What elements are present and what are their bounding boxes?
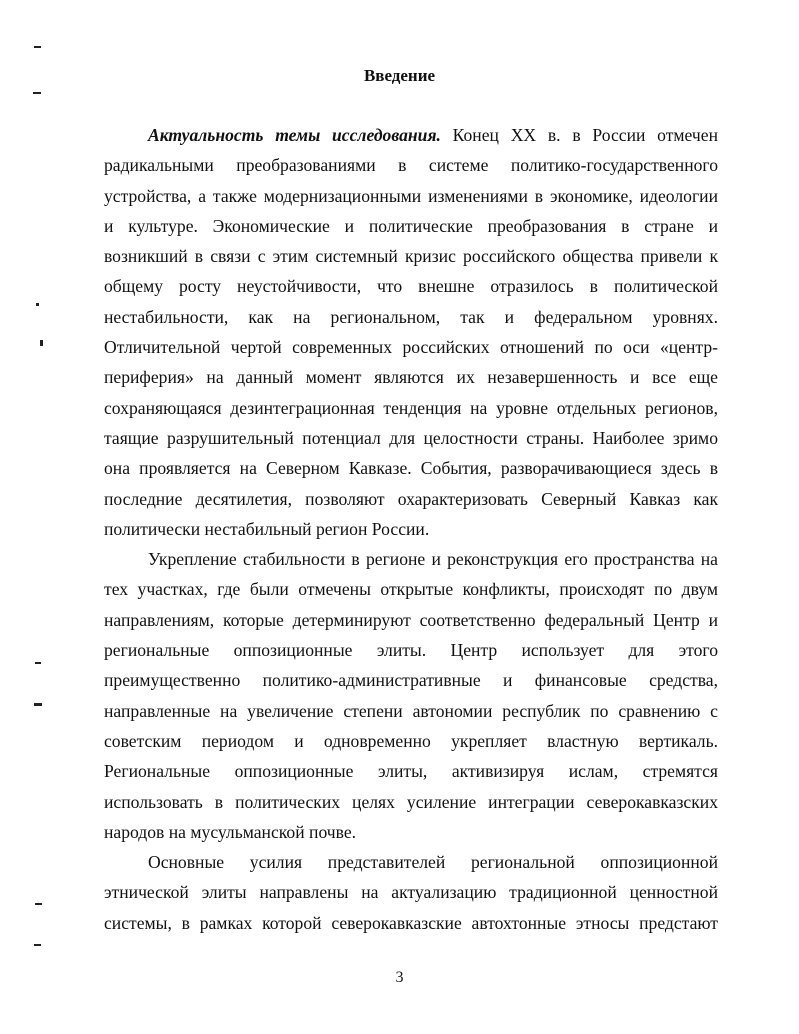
document-title: Введение bbox=[363, 66, 436, 85]
text-line: тех участках, где были отмечены открытые конфликты, происходят по двум bbox=[104, 579, 718, 600]
text-line: Региональные оппозиционные элиты, активизируя ислам, стремятся bbox=[104, 761, 718, 782]
text-fragment: Основные усилия представителей региональной оппозиционной bbox=[148, 852, 718, 873]
scan-mark bbox=[34, 46, 41, 48]
scan-mark bbox=[35, 662, 41, 664]
text-line: Отличительной чертой современных российских отношений по оси «центр- bbox=[104, 337, 718, 358]
text-line: использовать в политических целях усиление интеграции северокавказских bbox=[104, 791, 718, 812]
text-line: общему росту неустойчивости, что внешне отразилось в политической bbox=[104, 276, 718, 297]
text-line: и культуре. Экономические и политические преобразования в стране и bbox=[104, 215, 718, 236]
text-line: направлениям, которые детерминируют соответственно федеральный Центр и bbox=[104, 609, 718, 630]
text-line: последние десятилетия, позволяют охарактеризовать Северный Кавказ как bbox=[104, 488, 718, 509]
scan-mark bbox=[40, 340, 43, 346]
text-line: преимущественно политико-административные и финансовые средства, bbox=[104, 670, 718, 691]
text-line: этнической элиты направлены на актуализацию традиционной ценностной bbox=[104, 882, 718, 903]
text-line bbox=[104, 120, 718, 150]
scan-mark bbox=[33, 92, 41, 94]
scan-mark bbox=[34, 944, 41, 946]
text-line: народов на мусульманской почве. bbox=[104, 821, 357, 842]
text-line: региональные оппозиционные элиты. Центр использует для этого bbox=[104, 640, 718, 661]
text-line: периферия» на данный момент являются их незавершенность и все еще bbox=[104, 367, 718, 388]
body-text bbox=[104, 120, 718, 938]
text-line bbox=[104, 544, 718, 574]
text-line: устройства, а также модернизационными изменениями в экономике, идеологии bbox=[104, 185, 718, 206]
page-number: 3 bbox=[395, 969, 404, 986]
scan-mark bbox=[35, 903, 42, 905]
text-line: системы, в рамках которой северокавказские автохтонные этносы предстают bbox=[104, 912, 718, 933]
text-line: нестабильности, как на региональном, так и федеральном уровнях. bbox=[104, 306, 718, 327]
text-line: сохраняющаяся дезинтеграционная тенденция на уровне отдельных регионов, bbox=[104, 397, 718, 418]
text-line: она проявляется на Северном Кавказе. События, разворачивающиеся здесь в bbox=[104, 458, 718, 479]
text-line: советским периодом и одновременно укрепляет властную вертикаль. bbox=[104, 730, 718, 751]
section-lead: Актуальность темы исследования. bbox=[148, 125, 441, 145]
text-fragment: Конец XX в. в России отмечен bbox=[440, 125, 718, 145]
scan-mark bbox=[34, 703, 42, 706]
text-line: возникший в связи с этим системный кризис российского общества привели к bbox=[104, 246, 718, 267]
scan-mark bbox=[36, 303, 39, 306]
text-line: таящие разрушительный потенциал для целостности страны. Наиболее зримо bbox=[104, 427, 718, 448]
text-line bbox=[104, 847, 718, 877]
text-line: направленные на увеличение степени автономии республик по сравнению с bbox=[104, 700, 718, 721]
text-line: радикальными преобразованиями в системе политико-государственного bbox=[104, 155, 718, 176]
text-line: политически нестабильный регион России. bbox=[104, 518, 430, 539]
text-fragment: Укрепление стабильности в регионе и реконструкция его пространства на bbox=[148, 549, 718, 570]
